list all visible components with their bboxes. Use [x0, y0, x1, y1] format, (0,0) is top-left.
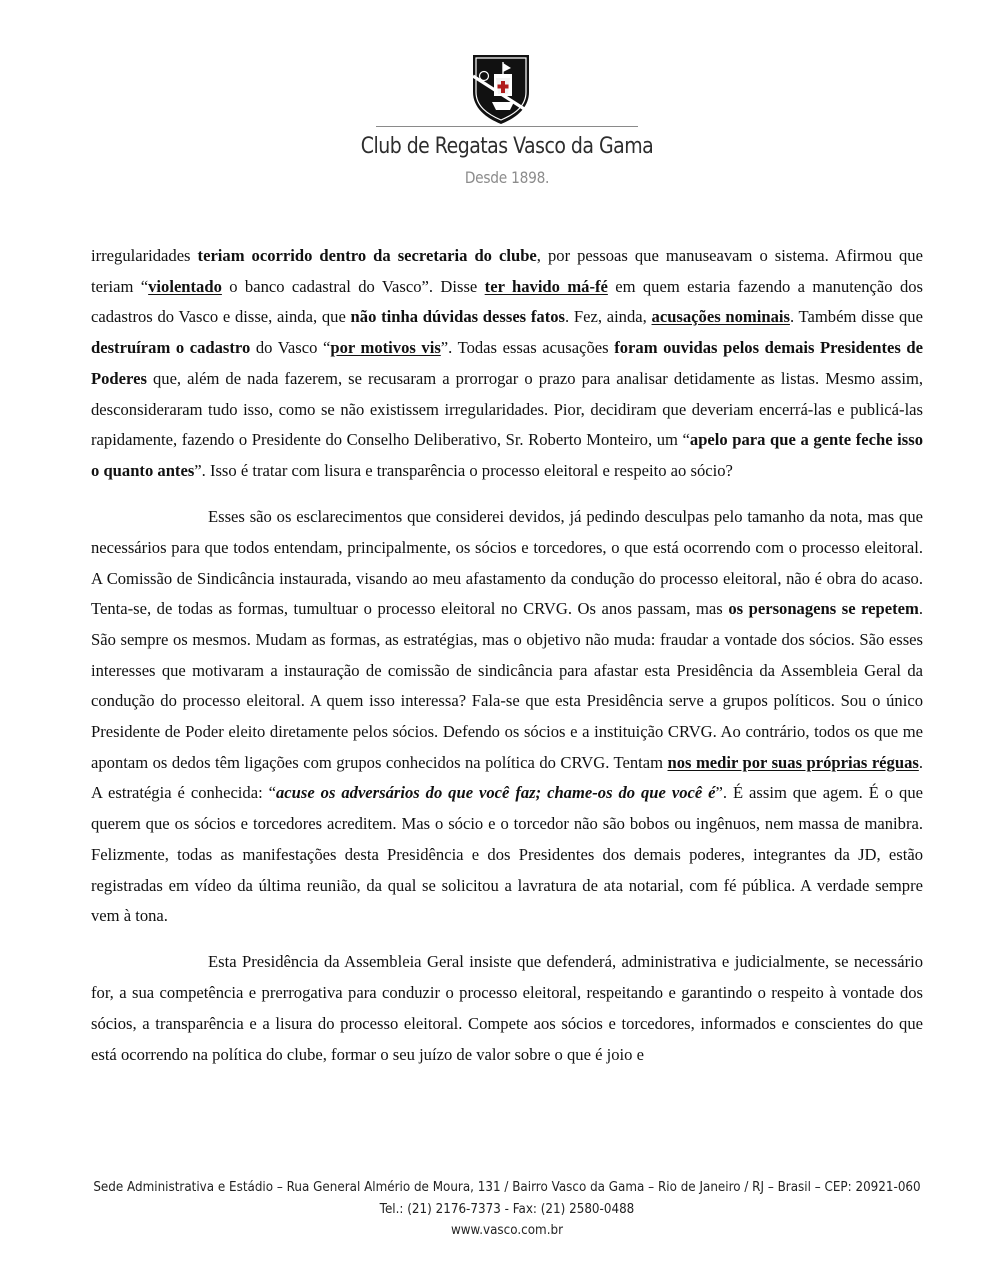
text-run: que, além de nada fazerem, se recusaram a prorrogar o prazo para analisar detidamente as listas. Mesmo assim, desconsideraram tudo isso, como se não existissem irregularidades. Pior, decidiram que deveriam encerrá-las e publicá-las rapidamente, fazendo o Presidente do Conselho Deliberativo, Sr. Roberto Monteiro, um “ [91, 368, 923, 450]
text-run: ”. Isso é tratar com lisura e transparência o processo eleitoral e respeito ao sócio? [194, 460, 733, 480]
text-run: em quem estaria fazendo a manutenção dos cadastros do Vasco e disse, ainda, que [91, 276, 923, 327]
text-run: ”. É assim que agem. É o que querem que os sócios e torcedores acreditem. Mas o sócio e o torcedor não são bobos ou ingênuos, nem massa de manibra. Felizmente, todas as manifestações desta Presidência e dos Presidentes dos demais poderes, integrantes da JD, estão registradas em vídeo da última reunião, da qual se solicitou a lavratura de ata notarial, com fé pública. A verdade sempre vem à tona. [91, 783, 923, 926]
text-run: . A estratégia é conhecida: “ [91, 752, 923, 803]
text-run: nos medir por suas próprias réguas [667, 752, 919, 772]
text-run: os personagens se repetem [728, 599, 919, 619]
paragraph-1 [91, 241, 923, 487]
text-run: destruíram o cadastro [91, 338, 251, 358]
text-run: teriam ocorrido dentro da secretaria do clube [197, 246, 537, 265]
text-run: acusações nominais [651, 307, 790, 327]
text-run: o banco cadastral do Vasco”. Disse [221, 276, 485, 296]
text-run: apelo para que a gente feche isso o quanto antes [91, 430, 923, 480]
text-run: acuse os adversários do que você faz; chame-os do que você é [276, 783, 716, 803]
text-run: não tinha dúvidas desses fatos [350, 307, 565, 327]
text-run: Esses são os esclarecimentos que considerei devidos, já pedindo desculpas pelo tamanho da nota, mas que necessários para que todos entendam, principalmente, os sócios e torcedores, o que está ocorrendo com o processo eleitoral. A Comissão de Sindicância instaurada, visando ao meu afastamento da condução do processo eleitoral, não é obra do acaso. Tenta-se, de todas as formas, tumultuar o processo eleitoral no CRVG. Os anos passam, mas [91, 507, 923, 619]
text-run: ter havido má-fé [484, 276, 608, 296]
text-run: ”. Todas essas acusações [440, 338, 615, 358]
text-run: . São sempre os mesmos. Mudam as formas, as estratégias, mas o objetivo não muda: fraudar a vontade dos sócios. São esses interesses que motivaram a instauração de comissão de sindicância para afastar esta Presidência da Assembleia Geral da condução do processo eleitoral. A quem isso interessa? Fala-se que esta Presidência serve a grupos políticos. Sou o único Presidente de Poder eleito diretamente pelos sócios. Defendo os sócios e a instituição CRVG. Ao contrário, todos os que me apontam os dedos têm ligações com grupos conhecidos na política do CRVG. Tentam [91, 599, 923, 772]
vasco-crest-logo [470, 52, 532, 126]
footer-phones: Tel.: (21) 2176-7373 - Fax: (21) 2580-0488 [379, 1201, 635, 1217]
letter-body [91, 241, 923, 1070]
text-run: do Vasco “ [250, 338, 331, 358]
footer-website: www.vasco.com.br [450, 1223, 564, 1238]
footer-address: Sede Administrativa e Estádio – Rua General Almério de Moura, 131 / Bairro Vasco da Gama – Rio de Janeiro / RJ – Brasil – CEP: 20921-060 [93, 1180, 921, 1195]
club-founding-year: Desde 1898. [464, 168, 550, 187]
text-run: . Fez, ainda, [564, 307, 652, 327]
text-run: por motivos vis [330, 338, 441, 358]
paragraph-2 [91, 502, 923, 932]
text-run: Esta Presidência da Assembleia Geral insiste que defenderá, administrativa e judicialmente, se necessário for, a sua competência e prerrogativa para conduzir o processo eleitoral, respeitando e garantindo o respeito à vontade dos sócios, a transparência e a lisura do processo eleitoral. Compete aos sócios e torcedores, informados e conscientes do que está ocorrendo na política do clube, formar o seu juízo de valor sobre o que é joio e [91, 952, 923, 1064]
text-run: foram ouvidas pelos demais Presidentes de Poderes [91, 338, 924, 388]
letterhead-footer [0, 1177, 984, 1242]
text-run: violentado [148, 276, 222, 296]
paragraph-3 [91, 947, 923, 1070]
text-run: . Também disse que [789, 307, 923, 327]
text-run: , por pessoas que manuseavam o sistema. Afirmou que teriam “ [91, 246, 923, 296]
club-name: Club de Regatas Vasco da Gama [360, 134, 654, 159]
text-run: irregularidades [91, 246, 198, 265]
letterhead-divider [376, 126, 638, 127]
